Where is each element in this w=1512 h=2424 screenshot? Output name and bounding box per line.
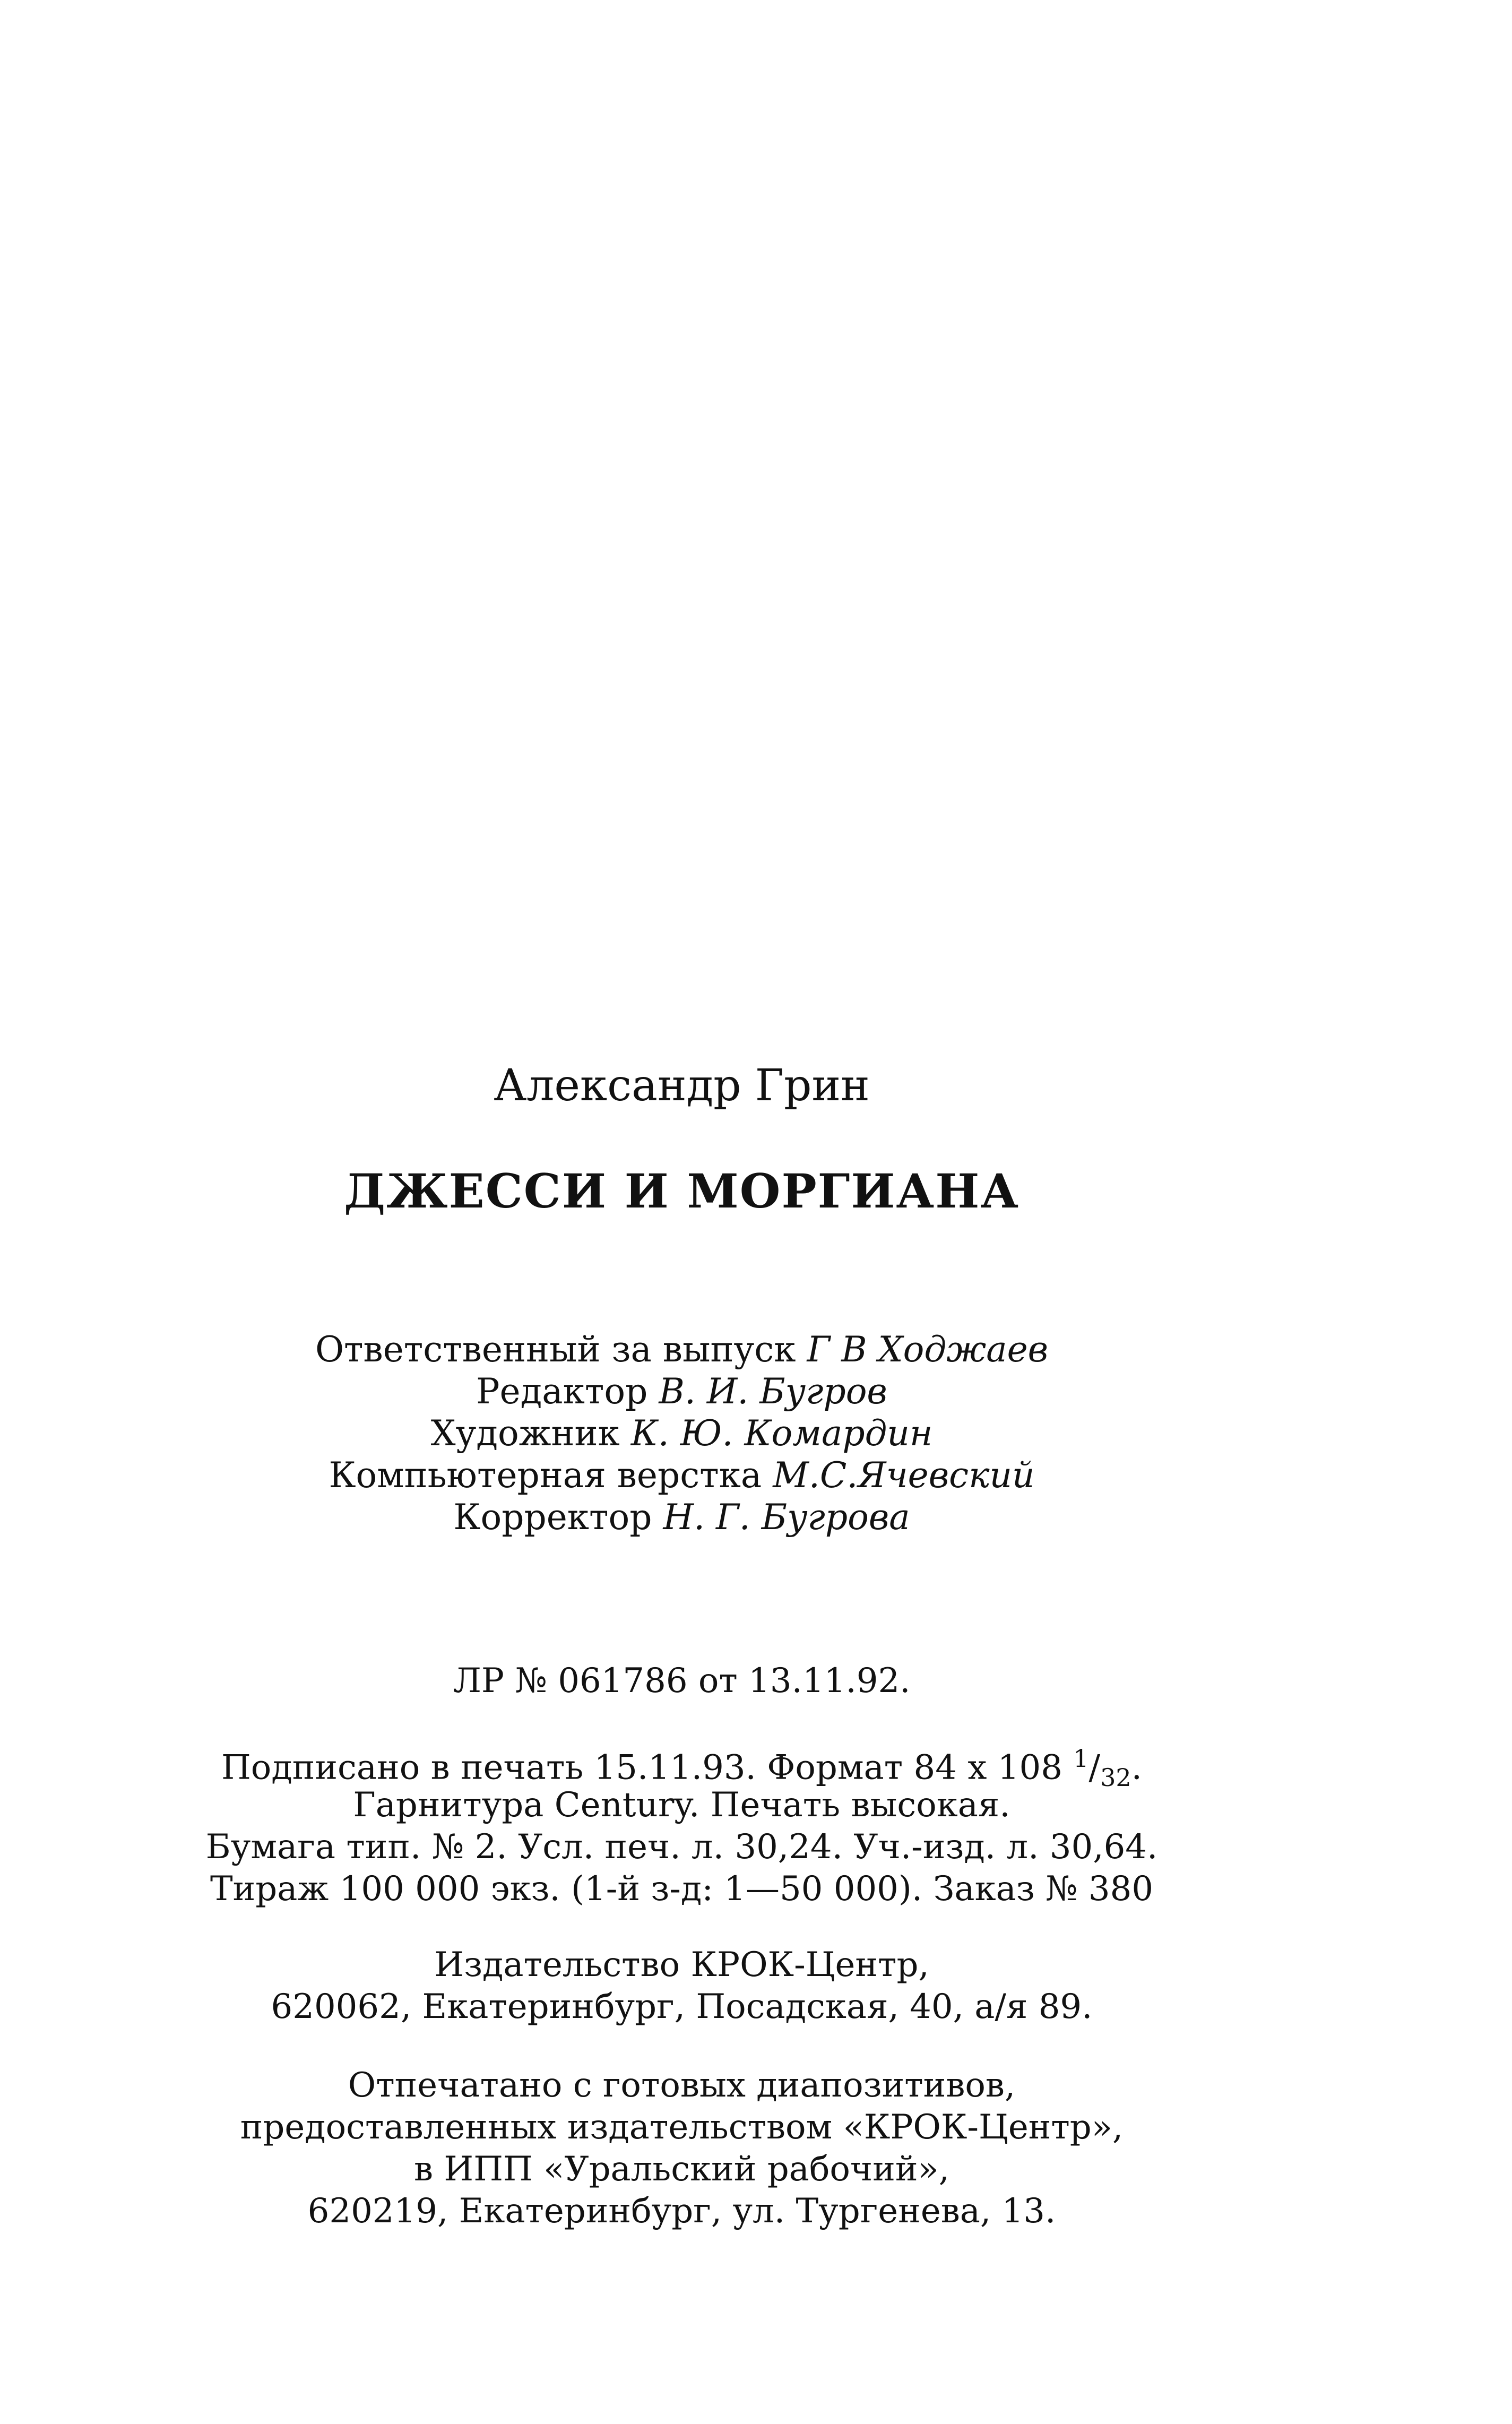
print-info-line: Гарнитура Century. Печать высокая. <box>353 1785 1010 1825</box>
format-line-end: . <box>1131 1748 1142 1788</box>
credit-person: К. Ю. Комардин <box>630 1413 933 1454</box>
credit-person: В. И. Бугров <box>659 1371 887 1412</box>
credit-person: Н. Г. Бугрова <box>663 1497 910 1538</box>
format-fraction-denominator: 32 <box>1100 1763 1131 1792</box>
printer-line: Отпечатано с готовых диапозитивов, <box>348 2066 1016 2105</box>
author-name: Александр Грин <box>494 1060 870 1111</box>
credit-role: Художник <box>430 1413 620 1454</box>
credit-line <box>0 1329 1438 1370</box>
credit-person: М.С.Ячевский <box>773 1455 1035 1496</box>
credit-line <box>0 1413 1438 1454</box>
credit-role: Редактор <box>476 1371 648 1412</box>
print-info-line: Бумага тип. № 2. Усл. печ. л. 30,24. Уч.-изд. л. 30,64. <box>205 1827 1158 1867</box>
publisher-line: Издательство КРОК-Центр, <box>434 1945 929 1985</box>
credit-role: Корректор <box>453 1497 652 1538</box>
license-line: ЛР № 061786 от 13.11.92. <box>453 1661 911 1701</box>
book-title: ДЖЕССИ И МОРГИАНА <box>343 1163 1020 1219</box>
print-info-line: Тираж 100 000 экз. (1-й з-д: 1—50 000). Заказ № 380 <box>210 1869 1154 1909</box>
printer-line: предоставленных издательством «КРОК-Центр», <box>240 2108 1124 2147</box>
credit-role: Компьютерная верстка <box>329 1455 762 1496</box>
format-fraction-numerator: 1 <box>1073 1744 1089 1773</box>
print-info-text: Подписано в печать 15.11.93. Формат 84 x 108 <box>221 1748 1062 1788</box>
credit-line <box>0 1455 1438 1496</box>
credit-line <box>0 1497 1438 1538</box>
credit-role: Ответственный за выпуск <box>315 1329 796 1370</box>
printer-line: в ИПП «Уральский рабочий», <box>414 2150 949 2189</box>
publisher-line: 620062, Екатеринбург, Посадская, 40, а/я 89. <box>271 1987 1093 2026</box>
printer-line: 620219, Екатеринбург, ул. Тургенева, 13. <box>307 2192 1056 2231</box>
print-info-line <box>0 1746 1438 1790</box>
format-fraction-separator: / <box>1088 1748 1101 1788</box>
credit-line <box>0 1371 1438 1412</box>
credit-person: Г В Ходжаев <box>807 1329 1049 1370</box>
